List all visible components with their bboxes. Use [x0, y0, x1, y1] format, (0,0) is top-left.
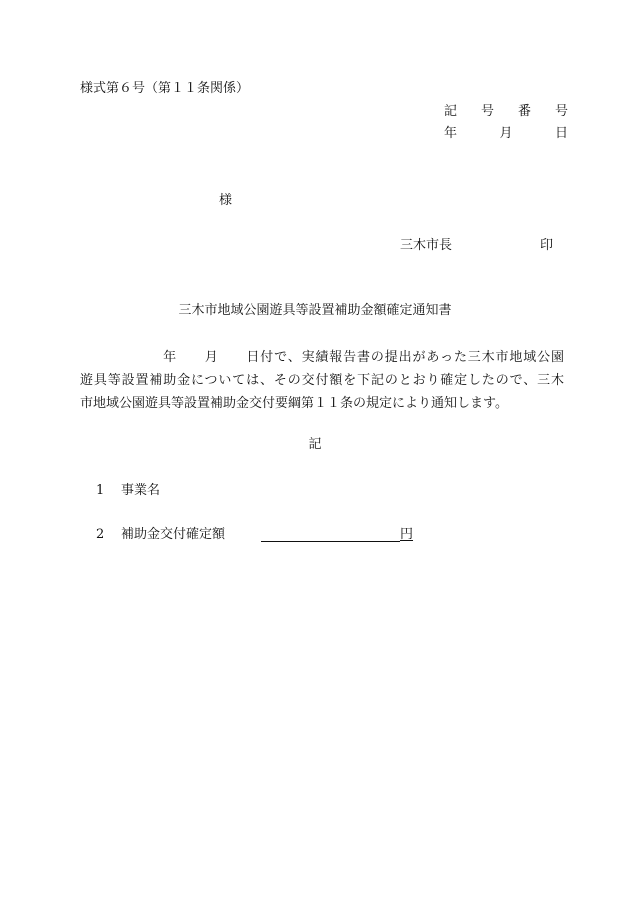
body-text-line: 遊具等設置補助金については、その交付額を下記のとおり確定したので、三木 — [80, 373, 564, 388]
document-number-char: 号 — [554, 104, 568, 119]
document-title: 三木市地域公園遊具等設置補助金額確定通知書 — [178, 303, 452, 318]
body-text-line: 年 月 日付で、実績報告書の提出があった三木市地域公園 — [80, 350, 564, 365]
document-number-char: 番 — [517, 104, 531, 119]
body-text-line: 市地域公園遊具等設置補助金交付要綱第１１条の規定により通知します。 — [80, 396, 508, 411]
document-number-char: 号 — [480, 104, 494, 119]
document-date-label — [444, 126, 568, 142]
document-number-label — [444, 104, 568, 120]
notation-heading: 記 — [308, 437, 322, 452]
date-year-char: 年 — [444, 126, 458, 141]
seal-mark: 印 — [540, 238, 554, 253]
date-month-char: 月 — [499, 126, 513, 141]
amount-blank-line — [261, 541, 400, 542]
form-number: 様式第６号（第１１条関係） — [80, 81, 250, 96]
document-number-char: 記 — [444, 104, 458, 119]
addressee-honorific: 様 — [219, 193, 233, 208]
date-day-char: 日 — [554, 126, 568, 141]
sender-name: 三木市長 — [400, 238, 453, 253]
item-label-confirmed-amount: 補助金交付確定額 — [121, 527, 226, 542]
amount-unit: 円 — [400, 527, 414, 542]
item-number: 1 — [96, 483, 105, 498]
item-label-project-name: 事業名 — [121, 483, 161, 498]
item-number: 2 — [96, 527, 105, 542]
